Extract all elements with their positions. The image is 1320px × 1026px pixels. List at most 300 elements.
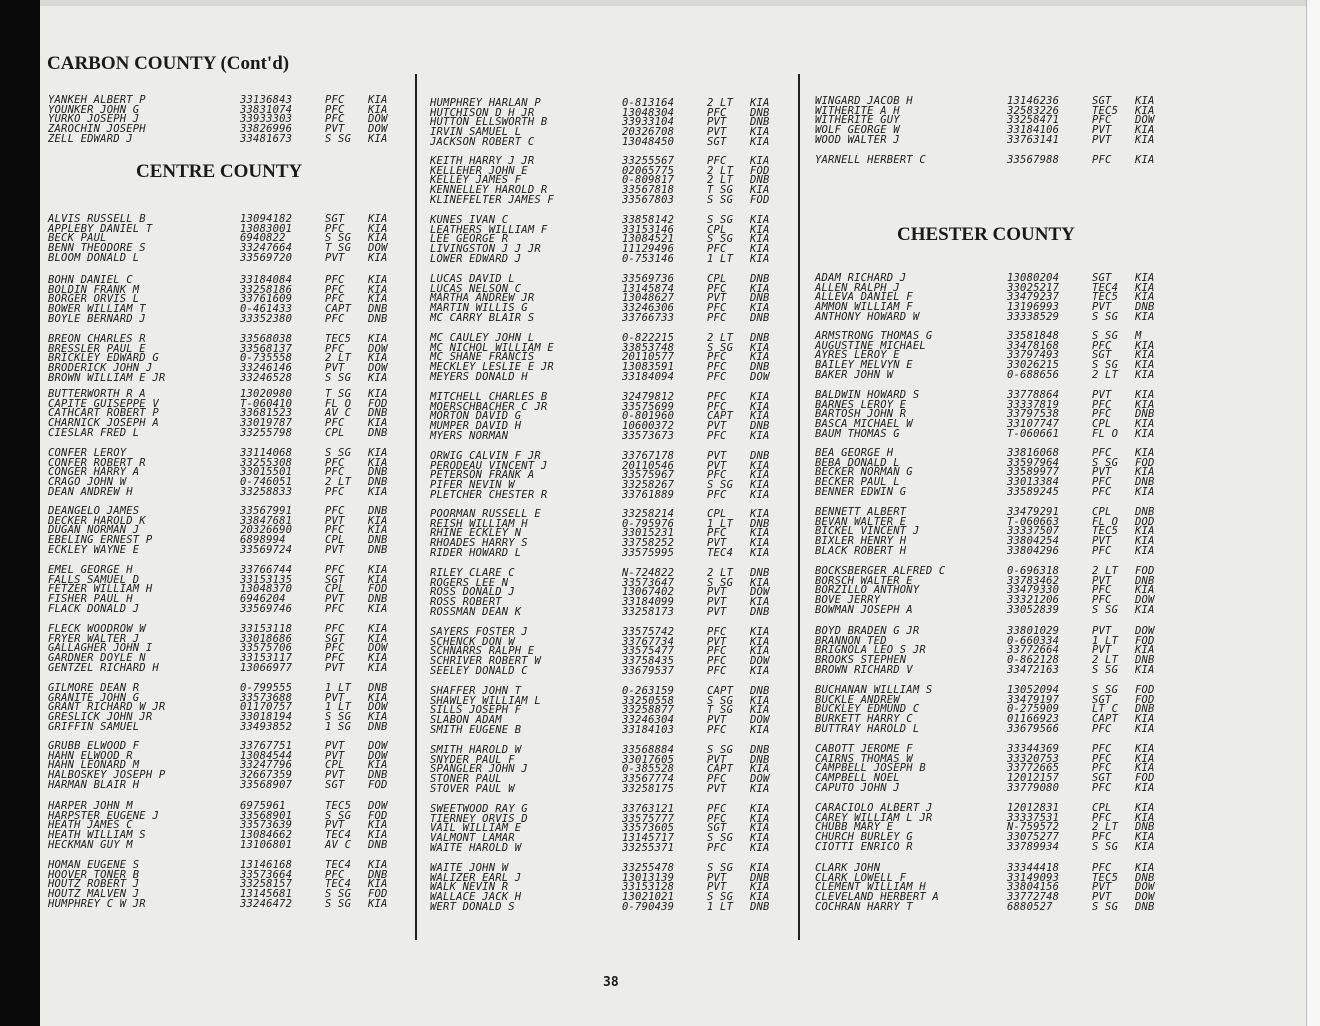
roster-block [430,569,790,617]
entry-serial: 33568038 [240,333,293,345]
entry-serial: 33018686 [240,632,293,645]
entry-name: CAPITE GUISEPPE V [48,397,159,410]
entry-rank: TEC4 [325,878,352,891]
entry-rank: PFC [1092,398,1112,411]
entry-status: KIA [750,97,770,109]
entry-rank: PFC [707,723,727,736]
entry-status: KIA [750,126,770,139]
entry-rank: FL O [1092,427,1119,440]
entry-status: DNB [1135,821,1155,834]
entry-name: GRUBB ELWOOD F [48,740,140,752]
entry-rank: PFC [707,155,727,167]
roster-entry [815,900,1175,913]
entry-serial: 33344369 [1007,743,1060,755]
entry-status: KIA [1135,398,1155,411]
entry-rank: S SG [325,809,352,822]
entry-serial: 0-822215 [622,332,675,344]
entry-serial: 33479291 [1007,506,1060,518]
roster-entry [430,782,790,795]
entry-name: BUCKLE ANDREW [815,693,900,706]
entry-status: KIA [1135,95,1155,107]
entry-name: GRIFFIN SAMUEL [48,720,140,733]
entry-rank: CPL [325,426,345,439]
entry-serial: 13094182 [240,213,293,225]
entry-name: GRESLICK JOHN JR [48,711,153,724]
entry-status: DNB [368,505,388,517]
entry-name: HUTCHISON D H JR [430,106,535,119]
roster-block [430,452,790,500]
entry-serial: 33258173 [622,605,675,618]
entry-serial: 0-753146 [622,252,675,265]
entry-status: KIA [750,862,770,874]
entry-serial: 0-795976 [622,517,675,530]
entry-status: KIA [368,564,388,576]
entry-status: KIA [750,488,770,501]
entry-serial: 33149093 [1007,871,1060,884]
entry-status: FOD [1135,684,1155,696]
roster-block [430,746,790,794]
entry-rank: S SG [325,232,352,245]
entry-serial: 01166923 [1007,713,1060,726]
entry-name: EBELING ERNEST P [48,534,153,547]
entry-rank: 1 LT [707,252,734,265]
entry-serial: 33758252 [622,537,675,550]
entry-rank: PFC [707,645,727,658]
entry-rank: S SG [707,193,734,206]
entry-name: LUCAS DAVID L [430,273,515,285]
entry-name: HARPSTER EUGENE J [48,809,159,822]
entry-serial: 13145717 [622,832,675,845]
roster-block [815,686,1175,734]
entry-serial: 0-735558 [240,352,293,365]
entry-serial: 33681523 [240,407,293,420]
entry-status: DOW [750,370,770,383]
entry-name: BOYLE BERNARD J [48,312,146,325]
entry-serial: 33255567 [622,155,675,167]
entry-serial: 33153128 [622,881,675,894]
entry-status: KIA [1135,644,1155,657]
entry-status: DNB [750,106,770,119]
entry-name: MYERS NORMAN [430,429,509,442]
entry-serial: 13048304 [622,106,675,119]
entry-name: WITHERITE A H [815,104,900,117]
entry-name: KENNELLEY HAROLD R [430,184,548,197]
entry-name: HAHN LEONARD M [48,759,140,772]
entry-serial: 33344418 [1007,862,1060,874]
entry-status: KIA [1135,525,1155,538]
entry-name: SAYERS FOSTER J [430,626,528,638]
entry-name: BIXLER HENRY H [815,535,907,548]
entry-status: DNB [750,332,770,344]
entry-rank: PVT [707,881,727,894]
entry-rank: PFC [1092,781,1112,794]
entry-rank: T SG [325,242,352,255]
entry-serial: 13146236 [1007,95,1060,107]
entry-rank: PFC [325,868,345,881]
entry-serial: 13013139 [622,871,675,884]
entry-serial: 33779080 [1007,781,1060,794]
entry-status: KIA [750,459,770,472]
entry-serial: 13196993 [1007,301,1060,314]
entry-rank: SGT [325,573,345,586]
entry-rank: S SG [325,897,352,910]
entry-status: KIA [368,293,388,306]
entry-serial: 33569736 [622,273,675,285]
entry-rank: TEC5 [1092,871,1119,884]
entry-serial: 33052839 [1007,603,1060,616]
entry-rank: PFC [325,94,345,106]
entry-serial: 13080204 [1007,272,1060,284]
entry-status: KIA [750,508,770,520]
entry-rank: PVT [1092,644,1112,657]
entry-name: YANKEH ALBERT P [48,94,146,106]
entry-status: KIA [368,829,388,842]
entry-name: MC NICHOL WILLIAM E [430,341,554,354]
entry-rank: PFC [707,243,727,256]
entry-status: KIA [750,704,770,717]
entry-name: BARTOSH JOHN R [815,408,907,421]
entry-status: KIA [368,222,388,235]
entry-rank: SGT [1092,272,1112,284]
entry-rank: PVT [707,420,727,433]
entry-rank: S SG [1092,663,1119,676]
entry-name: YARNELL HERBERT C [815,154,926,166]
entry-status: FOD [750,193,770,206]
roster-block [815,274,1175,322]
entry-name: BLACK ROBERT H [815,544,907,557]
entry-serial: 33853748 [622,341,675,354]
entry-status: KIA [368,524,388,537]
entry-serial: 33246306 [622,302,675,315]
entry-status: FOD [368,809,388,822]
entry-name: MEYERS DONALD H [430,370,528,383]
roster-block [48,335,408,383]
entry-name: BROOKS STEPHEN [815,654,907,667]
entry-status: KIA [750,822,770,835]
entry-rank: PFC [325,113,345,126]
entry-serial: 0-275909 [1007,703,1060,716]
entry-rank: PVT [1092,535,1112,548]
entry-serial: 13084662 [240,829,293,842]
entry-status: KIA [368,573,388,586]
entry-status: DOW [368,342,388,355]
entry-rank: S SG [1092,684,1119,696]
entry-status: DNB [750,567,770,579]
roster-block [48,861,408,909]
entry-status: KIA [1135,535,1155,548]
scan-left-border [0,0,40,1026]
entry-serial: 33136843 [240,94,293,106]
entry-rank: S SG [707,891,734,904]
roster-block [815,449,1175,497]
entry-serial: 13084521 [622,233,675,246]
entry-name: RILEY CLARE C [430,567,515,579]
entry-status: KIA [750,341,770,354]
entry-serial: 33184106 [1007,124,1060,137]
entry-serial: 13083001 [240,222,293,235]
entry-serial: 33767751 [240,740,293,752]
entry-rank: SGT [707,822,727,835]
entry-serial: 33789934 [1007,840,1060,853]
entry-serial: 33015231 [622,527,675,540]
entry-rank: PFC [1092,476,1112,489]
entry-status: KIA [750,223,770,236]
entry-status: DOW [1135,881,1155,894]
entry-status: FOD [1135,634,1155,647]
entry-serial: 33472163 [1007,663,1060,676]
entry-name: CHARNICK JOSEPH A [48,417,159,430]
entry-status: KIA [368,661,388,674]
entry-status: DOW [368,642,388,655]
roster-block [815,391,1175,439]
entry-rank: PFC [1092,447,1112,459]
entry-rank: SGT [325,632,345,645]
entry-serial: 33481673 [240,132,293,145]
roster-block [48,215,408,263]
entry-name: CONFER LEROY [48,447,127,459]
entry-name: FRYER WALTER J [48,632,140,645]
entry-serial: 13066977 [240,661,293,674]
entry-serial: 33826996 [240,123,293,136]
entry-serial: 33258471 [1007,114,1060,127]
entry-serial: 33569746 [240,602,293,615]
entry-rank: PFC [325,312,345,325]
entry-serial: 0-660334 [1007,634,1060,647]
entry-status: KIA [1135,862,1155,874]
entry-status: KIA [368,632,388,645]
entry-name: LEE GEORGE R [430,233,509,246]
entry-name: HEATH JAMES C [48,819,133,832]
entry-status: KIA [750,635,770,648]
entry-serial: 33804254 [1007,535,1060,548]
entry-rank: PVT [325,543,345,556]
entry-serial: 12012157 [1007,772,1060,785]
entry-rank: PFC [1092,862,1112,874]
entry-name: CHUBB MARY E [815,821,894,834]
entry-serial: 33761889 [622,488,675,501]
entry-name: HALBOSKEY JOSEPH P [48,769,166,782]
entry-serial: 33575477 [622,645,675,658]
entry-rank: PFC [1092,831,1112,844]
entry-rank: S SG [707,576,734,589]
entry-status: DNB [750,605,770,618]
entry-rank: SGT [1092,693,1112,706]
entry-serial: 02065775 [622,164,675,177]
entry-rank: S SG [1092,310,1119,323]
entry-serial: 0-688656 [1007,368,1060,381]
entry-serial: 33153117 [240,652,293,665]
entry-rank: PVT [325,661,345,674]
roster-entry [815,663,1175,676]
entry-name: DEANGELO JAMES [48,505,140,517]
entry-name: BORGER ORVIS L [48,293,140,306]
entry-name: KLINEFELTER JAMES F [430,193,554,206]
entry-serial: 33772748 [1007,891,1060,904]
entry-name: CRAGO JOHN W [48,476,127,489]
entry-rank: S SG [707,214,734,226]
entry-status: KIA [1135,762,1155,775]
roster-entry [815,485,1175,498]
entry-rank: AV C [325,407,352,420]
entry-serial: 33679566 [1007,722,1060,735]
entry-status: KIA [368,859,388,871]
entry-serial: 33573647 [622,576,675,589]
entry-status: DNB [368,682,388,694]
entry-status: DNB [368,769,388,782]
entry-status: DNB [750,420,770,433]
entry-rank: CAPT [707,410,734,423]
entry-serial: 20326690 [240,524,293,537]
entry-status: KIA [750,537,770,550]
roster-entry [48,132,408,145]
entry-status: DNB [368,476,388,489]
entry-serial: 33575742 [622,626,675,638]
entry-name: PLETCHER CHESTER R [430,488,548,501]
entry-name: FALLS SAMUEL D [48,573,140,586]
entry-rank: S SG [1092,330,1119,342]
entry-rank: FL O [325,397,352,410]
entry-status: KIA [750,282,770,295]
entry-rank: TEC5 [1092,291,1119,304]
entry-name: CAPUTO JOHN J [815,781,900,794]
entry-name: SPANGLER JOHN J [430,763,528,776]
entry-rank: 2 LT [1092,368,1119,381]
entry-name: FLECK WOODROW W [48,623,146,635]
entry-name: DEAN ANDREW H [48,485,133,498]
entry-serial: 33575706 [240,642,293,655]
entry-serial: 33801029 [1007,625,1060,637]
entry-name: HOMAN EUGENE S [48,859,140,871]
entry-serial: 33575699 [622,400,675,413]
entry-name: BENNER EDWIN G [815,485,907,498]
entry-rank: S SG [1092,900,1119,913]
entry-name: BREON CHARLES R [48,333,146,345]
entry-serial: 33352380 [240,312,293,325]
entry-serial: 13048627 [622,292,675,305]
entry-serial: 33763141 [1007,133,1060,146]
entry-serial: 33804156 [1007,881,1060,894]
entry-rank: PFC [1092,594,1112,607]
entry-rank: PFC [707,773,727,786]
roster-entry [430,723,790,736]
entry-status: KIA [368,485,388,498]
entry-rank: S SG [707,479,734,492]
roster-block [430,864,790,912]
entry-rank: 1 LT [325,682,352,694]
entry-rank: CPL [1092,802,1112,814]
entry-serial: 10600372 [622,420,675,433]
entry-rank: S SG [1092,456,1119,469]
entry-serial: 33255798 [240,426,293,439]
entry-rank: FL O [1092,515,1119,528]
entry-status: KIA [368,283,388,296]
entry-rank: PVT [325,593,345,606]
entry-status: DNB [750,744,770,756]
entry-status: DNB [750,450,770,462]
entry-serial: 33573673 [622,429,675,442]
entry-status: KIA [750,214,770,226]
entry-name: MORTON DAVID G [430,410,522,423]
roster-entry [48,720,408,733]
entry-rank: PFC [1092,544,1112,557]
entry-rank: PFC [325,456,345,469]
entry-status: KIA [1135,124,1155,137]
entry-rank: 2 LT [1092,821,1119,834]
entry-serial: 33568901 [240,809,293,822]
roster-entry [815,156,1175,166]
entry-name: BUCKLEY EDMUND C [815,703,920,716]
entry-serial: 01170757 [240,701,293,714]
entry-name: HAHN ELWOOD R [48,749,133,762]
entry-serial: 0-746051 [240,476,293,489]
entry-serial: 33567803 [622,193,675,206]
roster-entry [48,897,408,910]
entry-serial: 33250558 [622,694,675,707]
roster-entry [430,488,790,501]
entry-serial: 33933104 [622,116,675,129]
entry-rank: SGT [707,135,727,148]
entry-status: KIA [750,694,770,707]
entry-status: KIA [368,652,388,665]
entry-serial: 33478168 [1007,339,1060,352]
entry-rank: PFC [1092,752,1112,765]
entry-rank: PFC [325,485,345,498]
roster-block [48,96,408,144]
entry-rank: T SG [707,184,734,197]
roster-block [815,508,1175,556]
entry-name: ECKLEY WAYNE E [48,543,140,556]
entry-status: KIA [750,410,770,423]
entry-status: DNB [1135,408,1155,421]
entry-rank: PFC [325,505,345,517]
entry-serial: 33758435 [622,655,675,668]
entry-rank: PVT [1092,881,1112,894]
entry-status: DNB [750,116,770,129]
scan-right-border [1306,0,1320,1026]
entry-status: KIA [750,803,770,815]
roster-entry [48,371,408,384]
entry-name: BOVE JERRY [815,594,881,607]
entry-status: DNB [750,292,770,305]
entry-status: KIA [750,155,770,167]
entry-serial: 33772665 [1007,762,1060,775]
roster-entry [430,311,790,324]
roster-entry [815,603,1175,616]
entry-name: BRIGNOLA LEO S JR [815,644,926,657]
entry-status: KIA [750,527,770,540]
entry-status: DNB [750,273,770,285]
entry-name: BECKER NORMAN G [815,466,913,479]
entry-status: DNB [750,753,770,766]
entry-serial: 33184103 [622,723,675,736]
entry-name: WITHERITE GUY [815,114,900,127]
entry-name: SWEETWOOD RAY G [430,803,528,815]
entry-status: DNB [368,312,388,325]
entry-serial: 13048450 [622,135,675,148]
entry-rank: PVT [325,691,345,704]
roster-block [430,157,790,205]
entry-status: DOW [750,773,770,786]
entry-name: MOERSCHBACHER C JR [430,400,548,413]
entry-serial: 13083591 [622,361,675,374]
entry-name: KUNES IVAN C [430,214,509,226]
entry-name: CLEMENT WILLIAM H [815,881,926,894]
entry-rank: PFC [707,282,727,295]
entry-name: WAITE JOHN W [430,862,509,874]
entry-rank: PVT [707,871,727,884]
entry-rank: PVT [1092,389,1112,401]
entry-rank: S SG [707,832,734,845]
